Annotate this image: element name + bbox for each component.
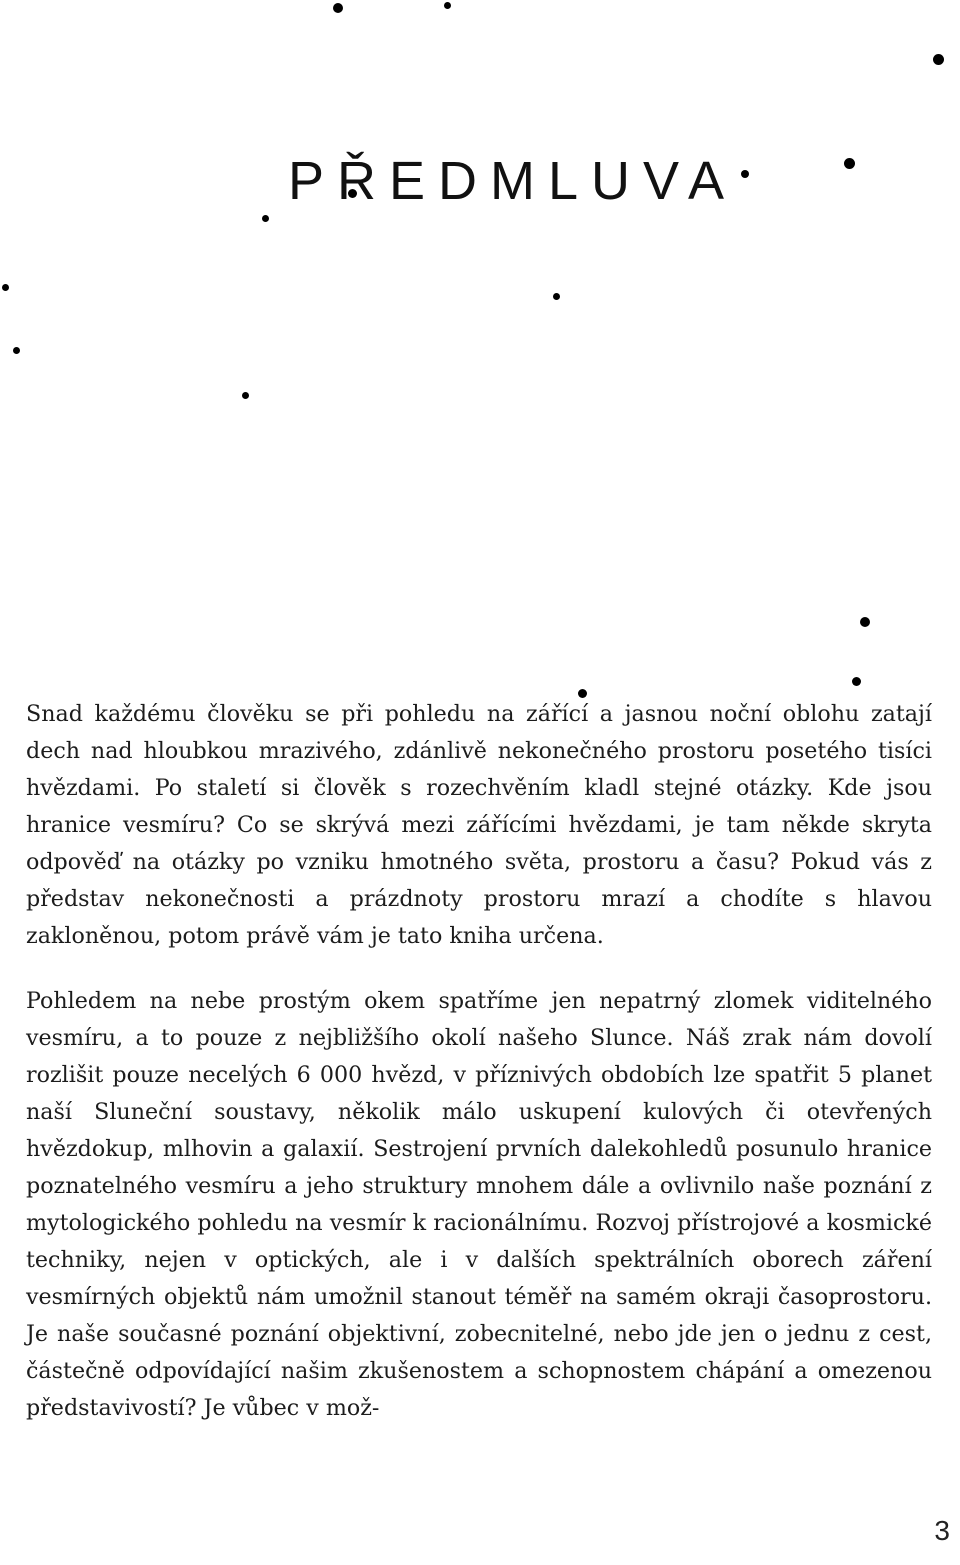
paragraph-observation: Pohledem na nebe prostým okem spatříme jen nepatrný zlomek viditelného vesmíru, a to pouze z nejbližšího okolí našeho Slunce. Náš zrak nám dovolí rozlišit pouze necelých 6 000 hvězd, v příznivých obdobích lze spatřit 5 planet naší Sluneční soustavy, několik málo uskupení kulových či otevřených hvězdokup, mlhovin a galaxií. Sestrojení prvních dalekohledů posunulo hranice poznatelného vesmíru a jeho struktury mnohem dále a ovlivnilo naše poznání z mytologického pohledu na vesmír k racionálnímu. Rozvoj přístrojové a kosmické techniky, nejen v optických, ale i v dalších spektrálních oborech záření vesmírných objektů nám umožnil stanout téměř na samém okraji časoprostoru. Je naše současné poznání objektivní, zobecnitelné, nebo jde jen o jednu z cest, částečně odpovídající našim zkušenostem a schopnostem chápání a omezenou představivostí? Je vůbec v mož- bbox=[26, 988, 932, 1421]
paragraph-intro: Snad každému člověku se při pohledu na zářící a jasnou noční oblohu zatají dech nad hloubkou mrazivého, zdánlivě nekonečného prostoru posetého tisíci hvězdami. Po staletí si člověk s rozechvěním kladl stejné otázky. Kde jsou hranice vesmíru? Co se skrývá mezi zářícími hvězdami, je tam někde skryta odpověď na otázky po vzniku hmotného světa, prostoru a času? Pokud vás z představ nekonečnosti a prázdnoty prostoru mrazí a chodíte s hlavou zakloněnou, potom právě vám je tato kniha určena. bbox=[26, 701, 932, 949]
star-dot-icon bbox=[844, 158, 855, 169]
page-number: 3 bbox=[934, 1515, 950, 1546]
chapter-title: PŘEDMLUVA bbox=[288, 151, 738, 211]
star-dot-icon bbox=[262, 215, 269, 222]
star-dot-icon bbox=[242, 392, 249, 399]
star-dot-icon bbox=[852, 677, 861, 686]
star-dot-icon bbox=[860, 617, 870, 627]
star-dot-icon bbox=[444, 2, 451, 9]
star-dot-icon bbox=[333, 3, 343, 13]
star-dot-icon bbox=[741, 170, 749, 178]
star-dot-icon bbox=[2, 284, 9, 291]
star-dot-icon bbox=[933, 54, 944, 65]
star-dot-icon bbox=[553, 293, 560, 300]
star-dot-icon bbox=[13, 347, 20, 354]
